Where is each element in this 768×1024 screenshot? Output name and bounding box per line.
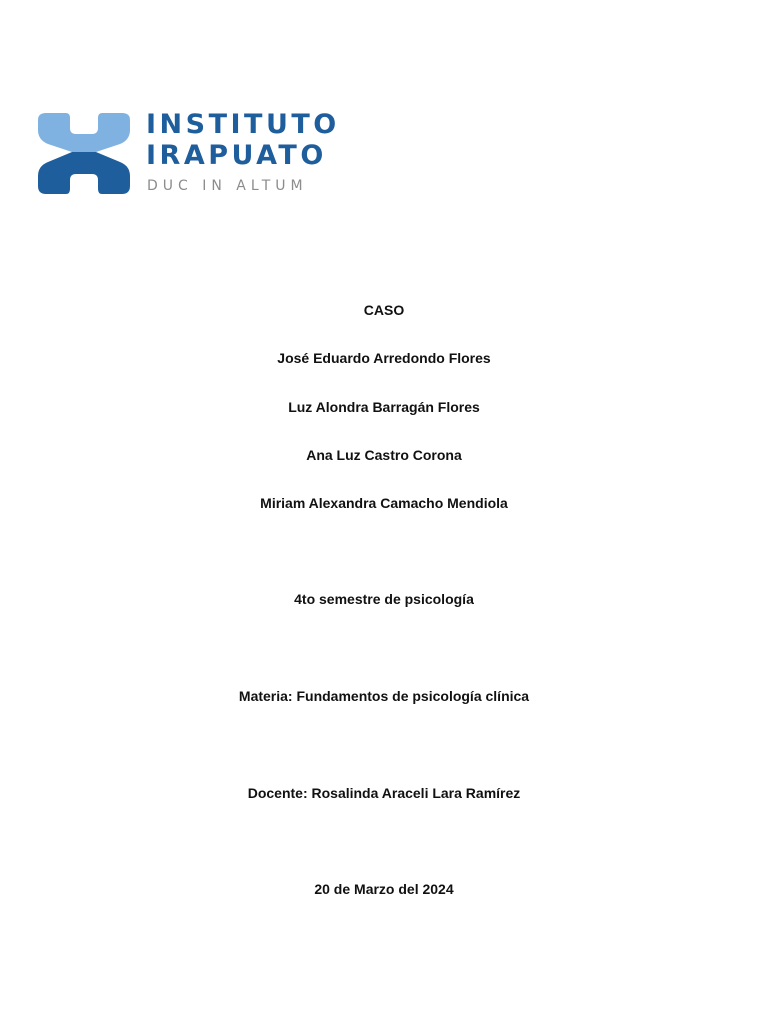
institution-emblem-icon xyxy=(36,110,132,196)
author-4: Miriam Alexandra Camacho Mendiola xyxy=(260,495,508,511)
semester-line: 4to semestre de psicología xyxy=(294,591,474,607)
date-line: 20 de Marzo del 2024 xyxy=(314,881,454,897)
author-1: José Eduardo Arredondo Flores xyxy=(277,350,491,366)
author-3: Ana Luz Castro Corona xyxy=(306,447,462,463)
logo-line-irapuato: IRAPUATO xyxy=(146,140,327,171)
institution-logo xyxy=(36,108,366,200)
subject-line: Materia: Fundamentos de psicología clínica xyxy=(238,688,530,704)
author-2: Luz Alondra Barragán Flores xyxy=(288,399,480,415)
document-title: CASO xyxy=(363,302,405,318)
institution-wordmark xyxy=(146,108,366,200)
logo-motto: DUC IN ALTUM xyxy=(147,178,308,194)
teacher-line: Docente: Rosalinda Araceli Lara Ramírez xyxy=(247,785,521,801)
logo-line-instituto: INSTITUTO xyxy=(146,109,340,140)
